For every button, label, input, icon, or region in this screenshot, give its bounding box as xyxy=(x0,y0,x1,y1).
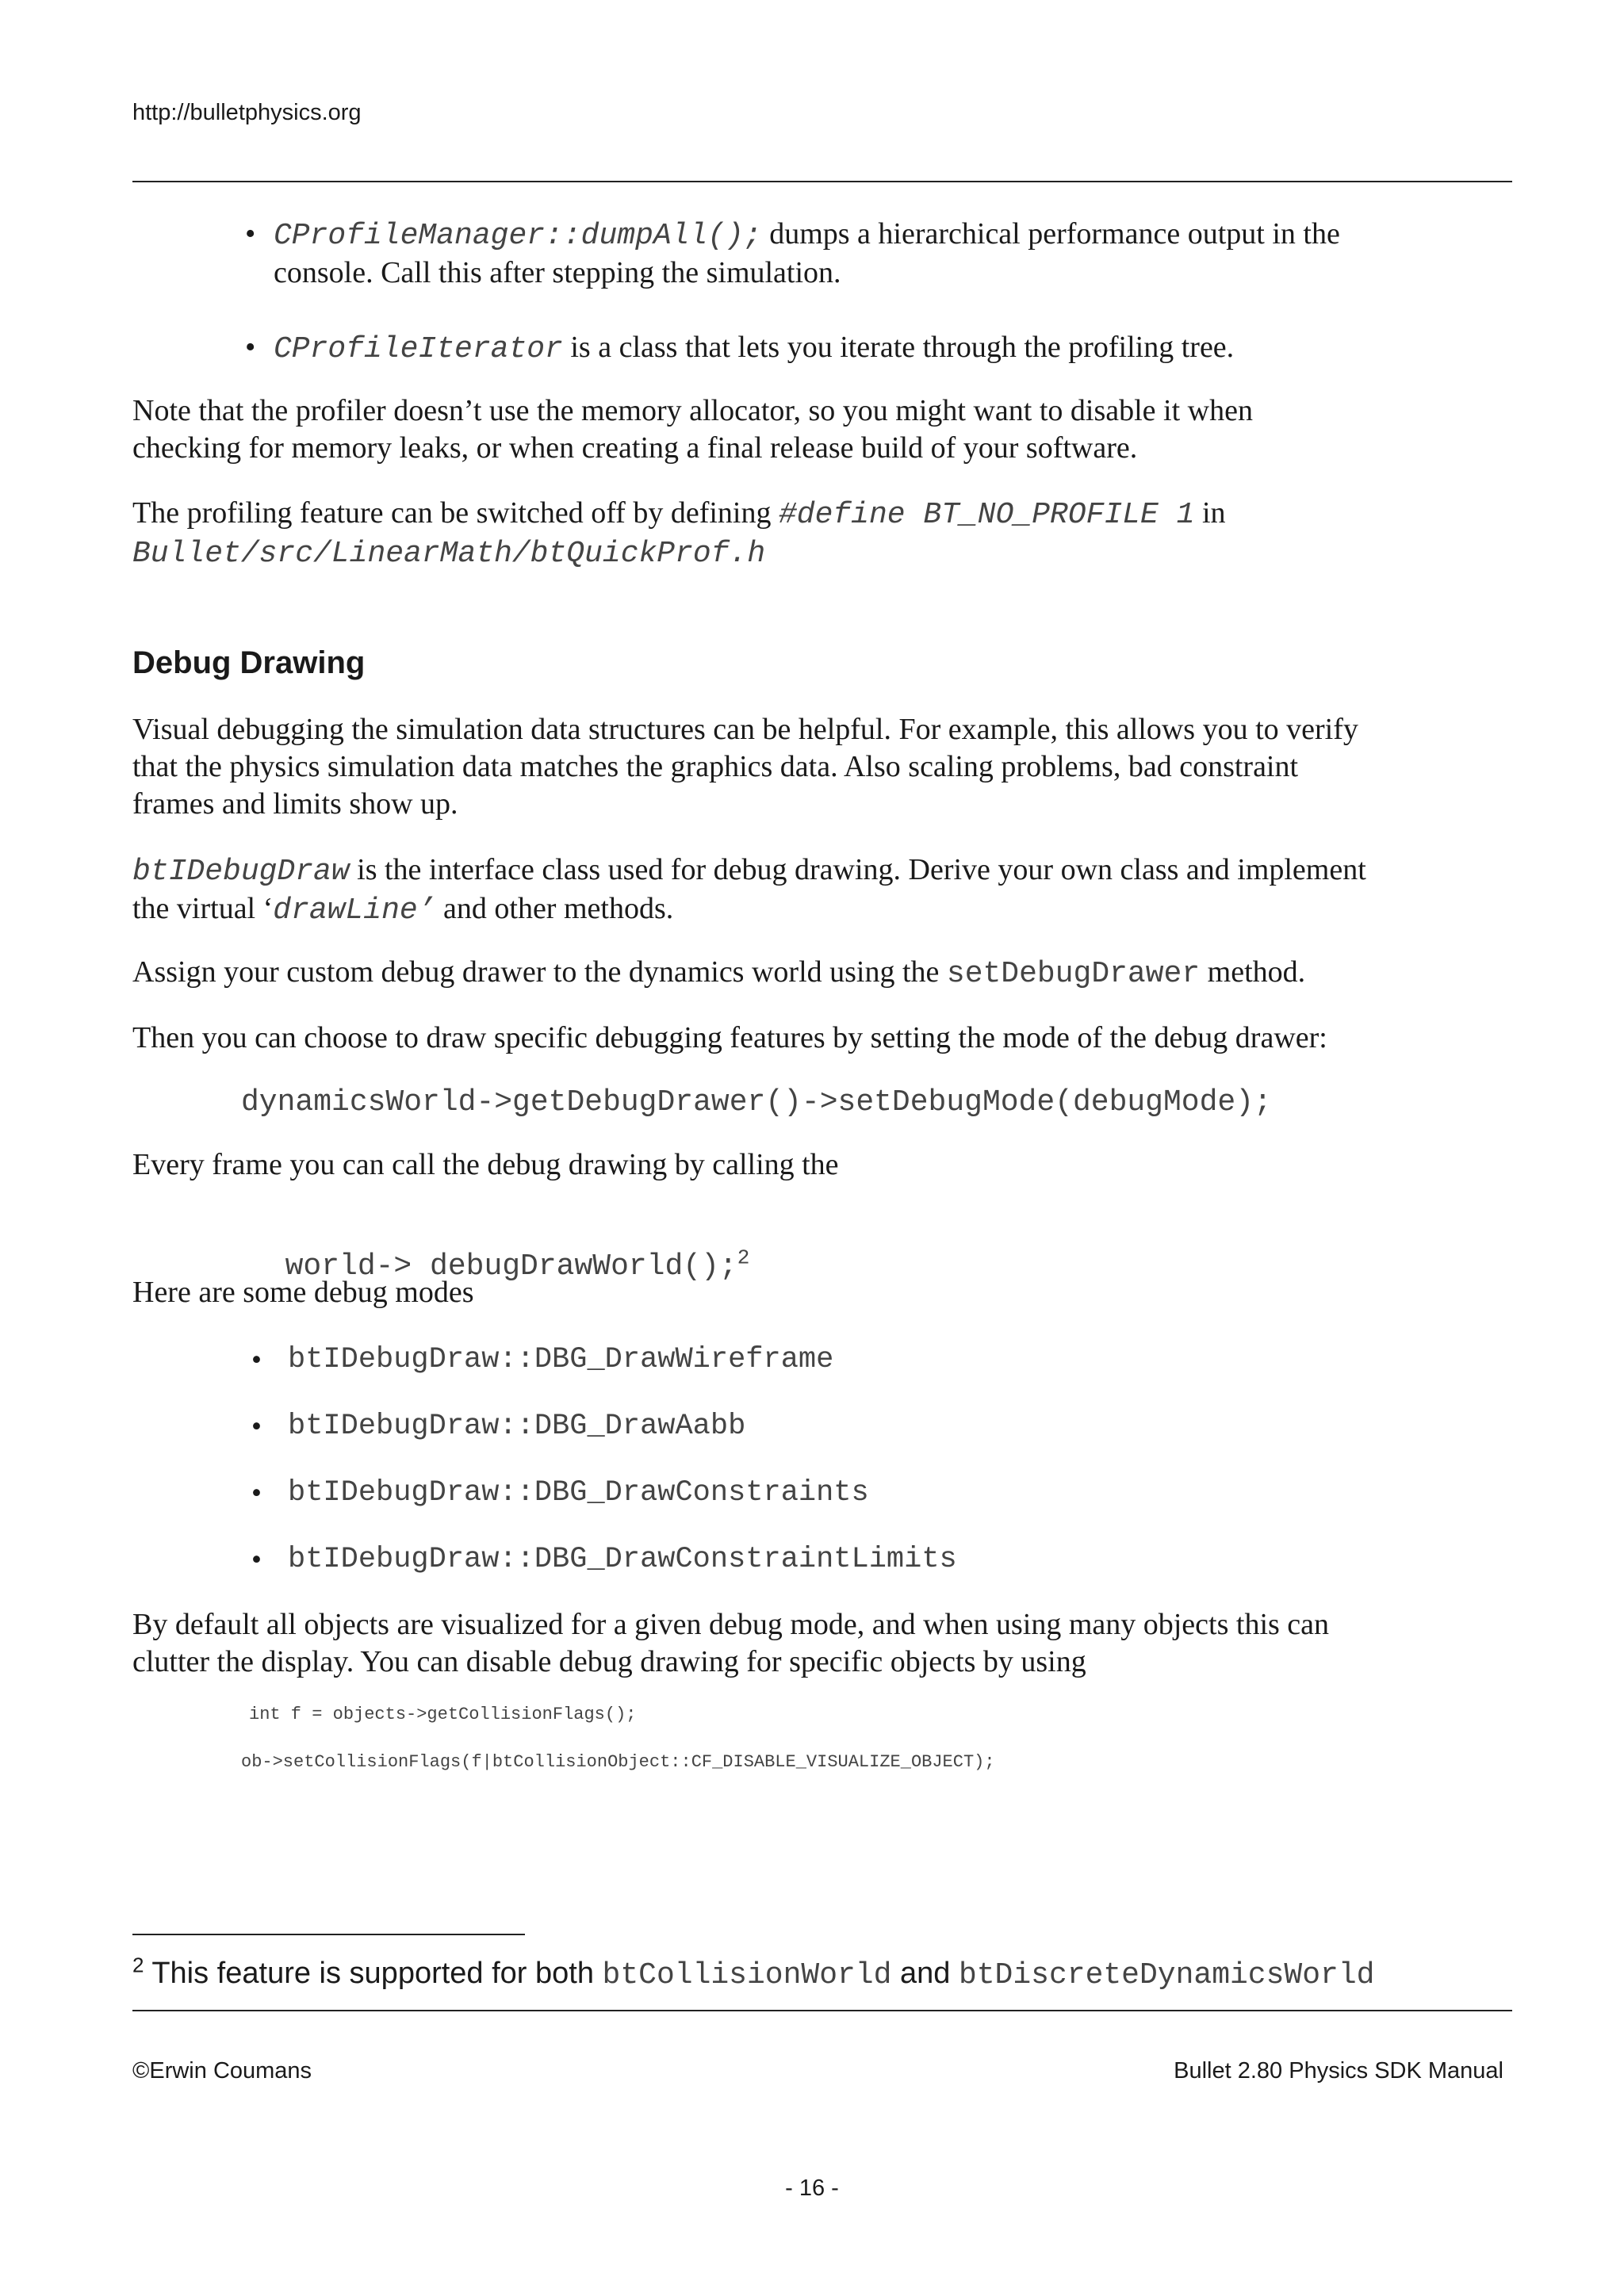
then-paragraph: Then you can choose to draw specific debugging features by setting the mode of the debug drawer: xyxy=(132,1021,1327,1054)
bullet-dot: • xyxy=(251,1544,262,1576)
bullet-dot: • xyxy=(251,1477,262,1510)
code-btcollisionworld: btCollisionWorld xyxy=(602,1958,892,1992)
code-dumpall: CProfileManager::dumpAll(); xyxy=(274,219,762,253)
code-define: #define BT_NO_PROFILE 1 xyxy=(778,498,1195,532)
bullet-dot: • xyxy=(251,1410,262,1443)
page-number: - 16 - xyxy=(785,2175,839,2201)
debug-mode-item: • btIDebugDraw::DBG_DrawAabb xyxy=(288,1408,745,1445)
header-rule xyxy=(132,181,1512,182)
code-setdebugdrawer: setDebugDrawer xyxy=(946,957,1201,991)
code-btidebugdraw: btIDebugDraw xyxy=(132,855,350,889)
bullet-dot: • xyxy=(245,217,256,251)
header-url: http://bulletphysics.org xyxy=(132,100,362,125)
footer-rule xyxy=(132,2010,1512,2011)
debug-mode-item: • btIDebugDraw::DBG_DrawConstraintLimits xyxy=(288,1541,957,1578)
default-paragraph: By default all objects are visualized for a given debug mode, and when using many objects this can clutter the display. You can disable debug drawing for specific objects by using xyxy=(132,1608,1330,1678)
footer-copyright: ©Erwin Coumans xyxy=(132,2058,312,2084)
bullet-dot: • xyxy=(245,331,256,364)
footnote-number: 2 xyxy=(132,1953,144,1977)
profiling-paragraph: The profiling feature can be switched off by defining #define BT_NO_PROFILE 1 in Bullet/src/LinearMath/btQuickProf.h xyxy=(132,496,1226,571)
modes-intro-paragraph: Here are some debug modes xyxy=(132,1276,474,1309)
bullet-dumpall: • CProfileManager::dumpAll(); dumps a hierarchical performance output in the console. Call this after stepping the simulation. xyxy=(245,217,1340,289)
assign-paragraph: Assign your custom debug drawer to the dynamics world using the setDebugDrawer method. xyxy=(132,955,1306,991)
code-btdiscretedynamicsworld: btDiscreteDynamicsWorld xyxy=(958,1958,1375,1992)
debug-mode-item: • btIDebugDraw::DBG_DrawConstraints xyxy=(288,1475,869,1512)
code-getcollisionflags: int f = objects->getCollisionFlags(); xyxy=(249,1705,637,1724)
code-debugdrawworld: world-> debugDrawWorld();$^2$ xyxy=(285,1246,750,1284)
interface-paragraph: btIDebugDraw is the interface class used for debug drawing. Derive your own class and implement the virtual ‘drawLine’ and other methods. xyxy=(132,853,1366,928)
footnote-ref[interactable]: 2 xyxy=(737,1246,750,1270)
visual-paragraph: Visual debugging the simulation data structures can be helpful. For example, this allows you to verify that the physics simulation data matches the graphics data. Also scaling problems, bad constraint frames and limits show up. xyxy=(132,713,1358,821)
every-frame-paragraph: Every frame you can call the debug drawing by calling the xyxy=(132,1148,839,1181)
section-title: Debug Drawing xyxy=(132,645,366,680)
bullet-profileiterator: • CProfileIterator is a class that lets you iterate through the profiling tree. xyxy=(245,331,1235,366)
footnote: $^2$ This feature is supported for both btCollisionWorld and btDiscreteDynamicsWorld xyxy=(132,1953,1375,1992)
code-drawline: drawLine’ xyxy=(273,894,436,928)
note-paragraph: Note that the profiler doesn’t use the memory allocator, so you might want to disable it when checking for memory leaks, or when creating a final release build of your software. xyxy=(132,394,1253,465)
code-setdebugmode: dynamicsWorld->getDebugDrawer()->setDebugMode(debugMode); xyxy=(241,1085,1272,1119)
code-profileiterator: CProfileIterator xyxy=(274,332,563,366)
footnote-separator xyxy=(132,1934,525,1935)
footer-manual-title: Bullet 2.80 Physics SDK Manual xyxy=(1174,2058,1503,2084)
code-setcollisionflags: ob->setCollisionFlags(f|btCollisionObject::CF_DISABLE_VISUALIZE_OBJECT); xyxy=(241,1752,995,1772)
code-path: Bullet/src/LinearMath/btQuickProf.h xyxy=(132,537,766,571)
bullet-dot: • xyxy=(251,1344,262,1376)
debug-mode-item: • btIDebugDraw::DBG_DrawWireframe xyxy=(288,1341,833,1379)
